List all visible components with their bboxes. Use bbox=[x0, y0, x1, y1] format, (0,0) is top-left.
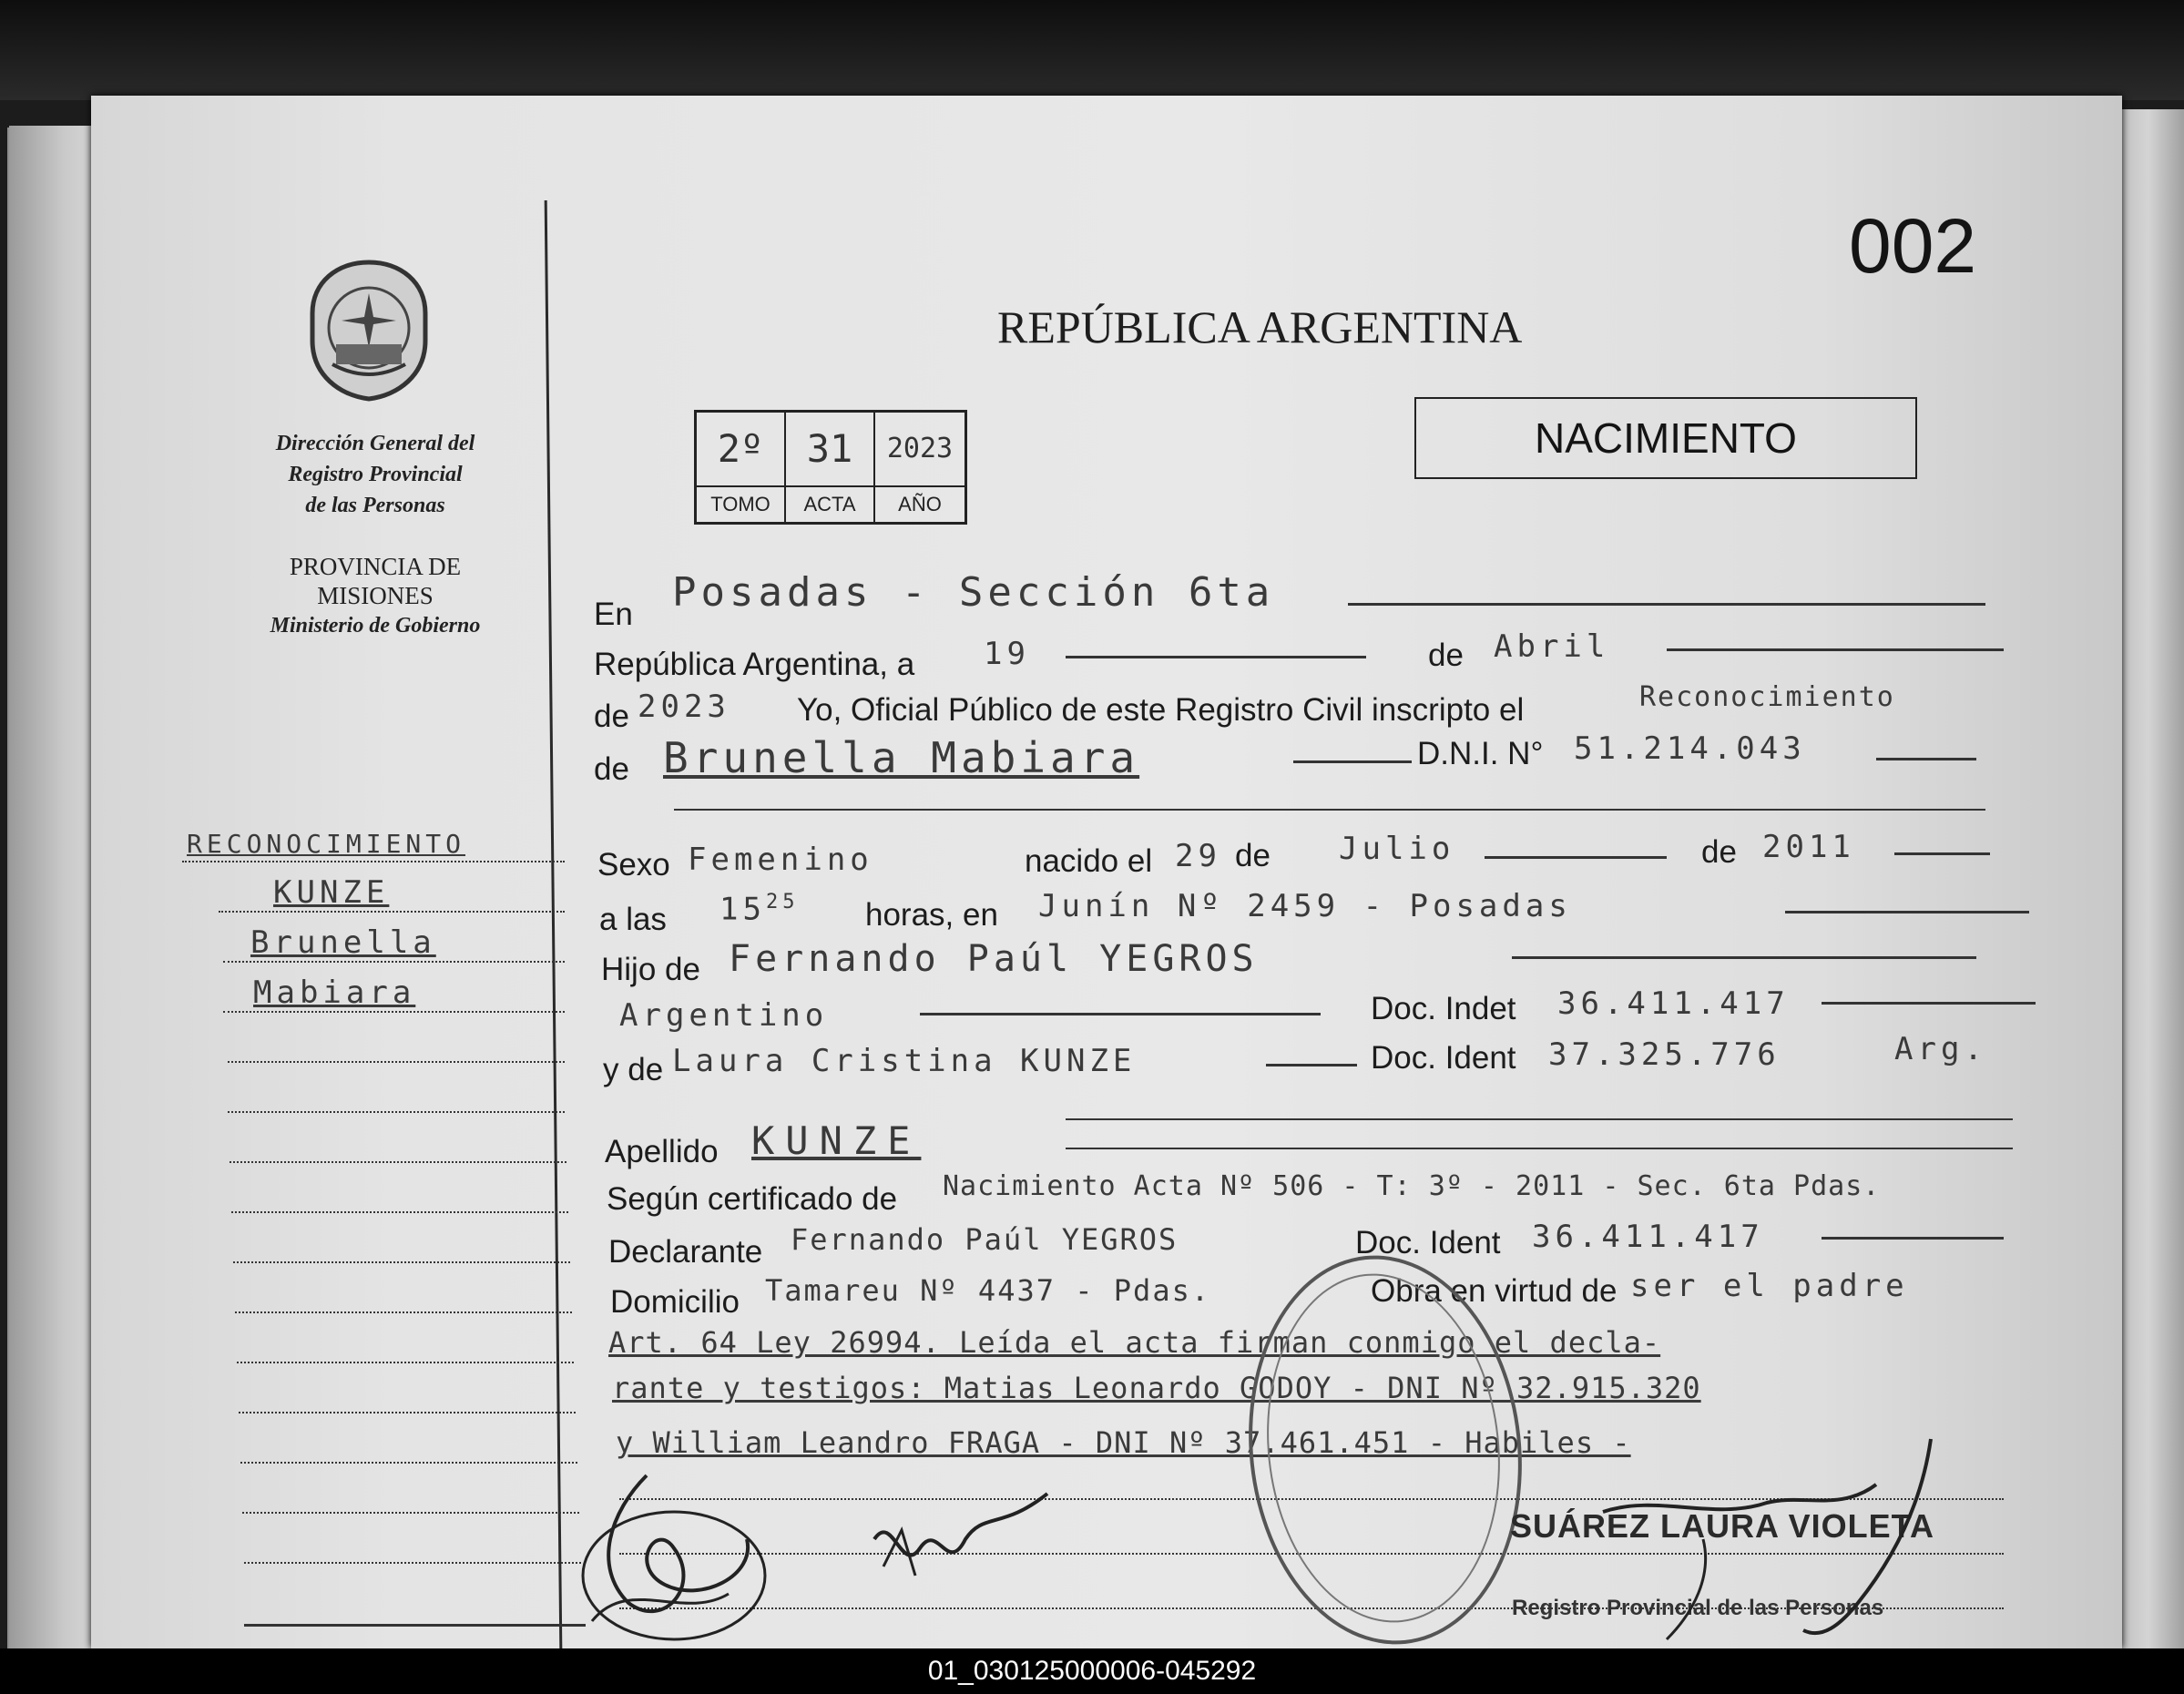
inscripto-value: Reconocimiento bbox=[1639, 681, 1895, 713]
segun-label: Según certificado de bbox=[607, 1181, 898, 1217]
margin-line bbox=[240, 1462, 577, 1464]
act-type-box: NACIMIENTO bbox=[1414, 397, 1917, 479]
month-value: Abril bbox=[1494, 628, 1610, 665]
hour-value-minutes: 25 bbox=[765, 891, 800, 913]
en-value: Posadas - Sección 6ta bbox=[672, 569, 1275, 616]
de-label-birth-year: de bbox=[1701, 834, 1737, 870]
horas-label: horas, en bbox=[865, 897, 998, 933]
tomo-value: 2º bbox=[697, 413, 786, 485]
fill-line bbox=[1348, 603, 1985, 606]
acta-value: 31 bbox=[786, 413, 875, 485]
fill-line bbox=[1822, 1002, 2036, 1005]
photo-background-top bbox=[0, 0, 2184, 100]
organization-name bbox=[248, 428, 503, 521]
yde-label: y de bbox=[603, 1052, 664, 1087]
dni-value: 51.214.043 bbox=[1574, 730, 1806, 767]
doc-ident-label-declarante: Doc. Ident bbox=[1355, 1225, 1501, 1260]
margin-line bbox=[219, 911, 565, 913]
declarante-value: Fernando Paúl YEGROS bbox=[791, 1222, 1179, 1257]
birth-place-value: Junín Nº 2459 - Posadas bbox=[1038, 888, 1572, 924]
margin-line bbox=[239, 1412, 576, 1413]
de-label-name: de bbox=[594, 751, 629, 787]
tomo-label: TOMO bbox=[697, 485, 786, 522]
doc-ident-label: Doc. Ident bbox=[1371, 1040, 1516, 1076]
officer-signature-icon bbox=[1585, 1430, 1949, 1648]
org-line-2: Registro Provincial bbox=[288, 463, 463, 486]
obra-label: Obra en virtud de bbox=[1371, 1273, 1618, 1309]
org-line-1: Dirección General del bbox=[275, 432, 475, 455]
de-label-birth-month: de bbox=[1235, 838, 1271, 873]
text-line-1: Art. 64 Ley 26994. Leída el acta firman conmigo el decla- bbox=[608, 1325, 1661, 1360]
margin-line bbox=[237, 1362, 574, 1363]
birth-day-value: 29 bbox=[1175, 838, 1221, 874]
certificate-value: Nacimiento Acta Nº 506 - T: 3º - 2011 - Sec. 6ta Pdas. bbox=[943, 1170, 1881, 1202]
image-id-footer: 01_030125000006-045292 bbox=[0, 1648, 2184, 1694]
margin-line bbox=[228, 1061, 565, 1063]
declarante-doc-value: 36.411.417 bbox=[1532, 1219, 1764, 1255]
en-label: En bbox=[594, 597, 633, 632]
apellido-label: Apellido bbox=[605, 1134, 719, 1169]
father-doc-value: 36.411.417 bbox=[1557, 985, 1790, 1022]
dni-label: D.N.I. N° bbox=[1417, 736, 1544, 771]
country-title: REPÚBLICA ARGENTINA bbox=[997, 301, 1523, 352]
acta-label: ACTA bbox=[786, 485, 875, 522]
hour-value-hours: 15 bbox=[719, 891, 766, 928]
oficial-text: Yo, Oficial Público de este Registro Civil inscripto el bbox=[797, 692, 1525, 728]
fill-line bbox=[1066, 656, 1366, 658]
de-label-month: de bbox=[1428, 638, 1464, 673]
margin-line bbox=[231, 1211, 568, 1213]
domicilio-value: Tamareu Nº 4437 - Pdas. bbox=[765, 1273, 1211, 1308]
province-name bbox=[248, 552, 503, 610]
apellido-value: KUNZE bbox=[751, 1118, 922, 1163]
margin-line bbox=[230, 1161, 566, 1163]
father-name-value: Fernando Paúl YEGROS bbox=[729, 938, 1259, 980]
margin-note-3: Brunella bbox=[250, 924, 436, 961]
margin-line bbox=[242, 1512, 579, 1514]
hijo-label: Hijo de bbox=[601, 952, 700, 987]
fill-line bbox=[1876, 758, 1976, 760]
fill-line bbox=[1785, 911, 2029, 913]
de-label-year: de bbox=[594, 699, 629, 734]
signatures-icon bbox=[574, 1439, 1120, 1648]
prov-line-1: PROVINCIA DE bbox=[289, 553, 462, 580]
day-value: 19 bbox=[984, 636, 1030, 672]
nacido-label: nacido el bbox=[1025, 843, 1153, 879]
declarante-label: Declarante bbox=[608, 1234, 763, 1270]
sexo-label: Sexo bbox=[597, 847, 670, 883]
margin-line bbox=[244, 1562, 581, 1564]
registry-box bbox=[694, 410, 967, 525]
ministry-name: Ministerio de Gobierno bbox=[270, 614, 481, 638]
fill-line bbox=[1293, 760, 1412, 763]
fill-line bbox=[1512, 956, 1976, 959]
fill-line bbox=[1066, 1148, 2013, 1149]
margin-note-2: KUNZE bbox=[273, 874, 390, 911]
domicilio-label: Domicilio bbox=[610, 1284, 740, 1320]
fill-line bbox=[1485, 856, 1667, 859]
margin-line bbox=[228, 1111, 565, 1113]
page-stack-left bbox=[9, 126, 100, 1648]
text-line-3: y William Leandro FRAGA - DNI Nº 37.461.451 - Habiles - bbox=[616, 1425, 1631, 1460]
fill-line bbox=[920, 1013, 1321, 1015]
fill-line bbox=[1894, 852, 1990, 855]
anio-value: 2023 bbox=[886, 433, 954, 464]
sexo-value: Femenino bbox=[688, 842, 873, 878]
margin-line bbox=[223, 1011, 565, 1013]
margin-note-4: Mabiara bbox=[253, 975, 416, 1011]
anio-label: AÑO bbox=[875, 485, 964, 522]
margin-line bbox=[233, 1261, 570, 1263]
fill-line bbox=[1822, 1237, 2004, 1240]
margin-line bbox=[235, 1311, 572, 1313]
father-nationality-value: Argentino bbox=[619, 997, 829, 1034]
birth-month-value: Julio bbox=[1339, 831, 1455, 867]
year-value: 2023 bbox=[638, 689, 730, 725]
alas-label: a las bbox=[599, 902, 667, 937]
republica-label: República Argentina, a bbox=[594, 647, 915, 682]
province-seal-icon bbox=[305, 257, 433, 403]
prov-line-2: MISIONES bbox=[317, 582, 434, 609]
child-name-value: Brunella Mabiara bbox=[663, 733, 1140, 782]
fill-line bbox=[1266, 1064, 1357, 1066]
hour-value bbox=[719, 891, 799, 927]
mother-name-value: Laura Cristina KUNZE bbox=[672, 1043, 1137, 1079]
org-line-3: de las Personas bbox=[305, 494, 445, 517]
mother-nationality-value: Arg. bbox=[1894, 1031, 1987, 1067]
birth-year-value: 2011 bbox=[1762, 829, 1855, 865]
fill-line bbox=[674, 809, 1985, 811]
mother-doc-value: 37.325.776 bbox=[1548, 1036, 1781, 1073]
fill-line bbox=[1066, 1118, 2013, 1120]
stamp-officer-role: Registro Provincial de las Personas bbox=[1512, 1596, 1884, 1620]
page-number: 002 bbox=[1849, 203, 1977, 289]
doc-indet-label: Doc. Indet bbox=[1371, 991, 1516, 1026]
obra-value: ser el padre bbox=[1630, 1268, 1909, 1304]
margin-line bbox=[182, 861, 565, 862]
margin-line bbox=[223, 961, 565, 963]
stamp-officer-name: SUÁREZ LAURA VIOLETA bbox=[1510, 1507, 1934, 1545]
fill-line bbox=[1667, 648, 2004, 651]
text-line-2: rante y testigos: Matias Leonardo GODOY - DNI Nº 32.915.320 bbox=[612, 1371, 1701, 1405]
margin-note-1: RECONOCIMIENTO bbox=[187, 829, 466, 859]
margin-line bbox=[244, 1624, 586, 1627]
